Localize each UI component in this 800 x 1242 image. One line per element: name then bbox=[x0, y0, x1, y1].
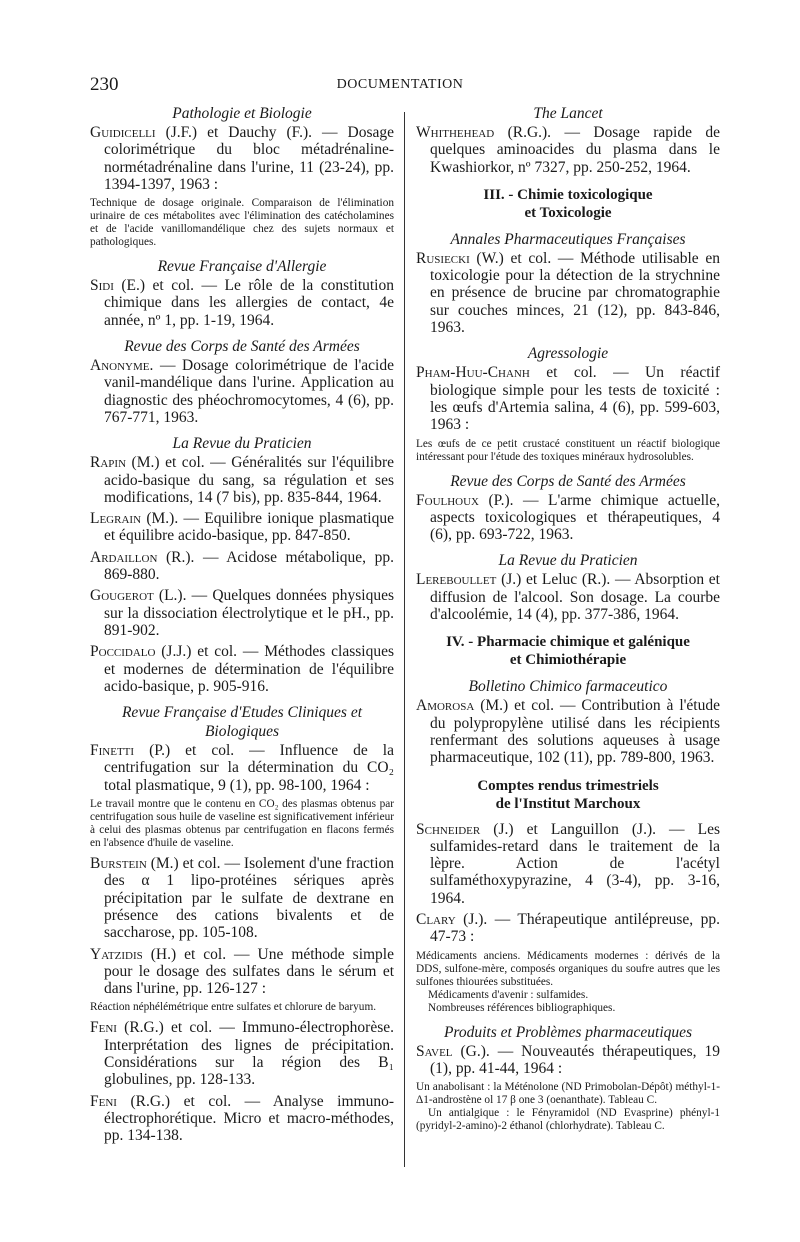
entry-author: Rusiecki bbox=[416, 249, 470, 267]
bibliography-entry bbox=[90, 549, 394, 584]
abstract-line: Médicaments anciens. Médicaments modernes : dérivés de la DDS, sulfone-mère, composés organiques du soufre autres que les sulfones thiourées substituées. bbox=[416, 949, 720, 988]
entry-author: Yatzidis bbox=[90, 945, 143, 963]
entry-author: Poccidalo bbox=[90, 643, 156, 661]
entry-author: Rapin bbox=[90, 454, 127, 472]
bibliography-entry bbox=[90, 357, 394, 426]
journal-heading: Revue Française d'Allergie bbox=[157, 258, 327, 276]
bibliography-entry bbox=[90, 1019, 394, 1088]
abstract-note bbox=[416, 438, 720, 464]
section-heading-line: et Toxicologie bbox=[524, 204, 612, 221]
bibliography-entry bbox=[416, 911, 720, 946]
entry-author: Clary bbox=[416, 911, 456, 929]
entry-citation: (W.) et col. — Méthode utilisable en toxicologie pour la détection de la strychnine en présence de brucine par chromatographie sur couches minces, 21 (12), pp. 843-846, 1963. bbox=[430, 249, 720, 337]
entry-citation: (M.) et col. — Isolement d'une fraction des α 1 lipo-protéines sériques après précipitation par le sulfate de dextrane en présence des cations bivalents et de saccharose, pp. 105-108. bbox=[104, 855, 394, 942]
entry-author: Legrain bbox=[90, 510, 142, 528]
bibliography-entry bbox=[416, 250, 720, 336]
bibliography-entry bbox=[416, 124, 720, 176]
entry-citation: (J.). — Thérapeutique antilépreuse, pp. 47-73 : bbox=[430, 911, 720, 946]
bibliography-entry bbox=[90, 587, 394, 639]
entry-author: Guidicelli bbox=[90, 124, 156, 141]
entry-citation: (P.). — L'arme chimique actuelle, aspects toxicologiques et thérapeutiques, 4 (6), pp. 693-722, 1963. bbox=[430, 491, 720, 544]
journal-heading: Agressologie bbox=[527, 345, 609, 363]
bibliography-entry bbox=[90, 946, 394, 998]
bibliography-entry bbox=[90, 1093, 394, 1145]
entry-citation: (R.G.). — Dosage rapide de quelques aminoacides du plasma dans le Kwashiorkor, nº 7327, pp. 250-252, 1964. bbox=[430, 124, 720, 176]
entry-citation: (R.G.) et col. — Immuno-électrophorèse. Interprétation des lignes de précipitation. Considérations sur la région des B₁ globulines, pp. 128-133. bbox=[104, 1019, 394, 1089]
running-head: DOCUMENTATION bbox=[336, 77, 464, 92]
entry-citation: (J.) et Leluc (R.). — Absorption et diffusion de l'alcool. Son dosage. La courbe d'alcoolémie, 14 (4), pp. 377-386, 1964. bbox=[430, 571, 720, 624]
bibliography-entry bbox=[416, 1043, 720, 1078]
abstract-line: Nombreuses références bibliographiques. bbox=[428, 1001, 616, 1014]
entry-citation: (L.). — Quelques données physiques sur la dissociation électrolytique et le pH., pp. 891-902. bbox=[104, 587, 394, 639]
journal-heading: Annales Pharmaceutiques Françaises bbox=[450, 230, 686, 248]
entry-author: Schneider bbox=[416, 820, 481, 838]
entry-author: Anonyme bbox=[90, 357, 150, 375]
entry-author: Foulhoux bbox=[416, 491, 480, 509]
entry-author: Finetti bbox=[90, 742, 135, 760]
entry-author: Whithehead bbox=[416, 124, 495, 141]
section-heading-line: et Chimiothérapie bbox=[509, 652, 627, 669]
entry-citation: (E.) et col. — Le rôle de la constitution chimique dans les allergies de contact, 4e année, nº 1, pp. 1-19, 1964. bbox=[104, 277, 394, 329]
abstract-note bbox=[90, 798, 394, 850]
entry-citation: et col. — Un réactif biologique simple pour les tests de toxicité : les œufs d'Artemia salina, 4 (6), pp. 599-603, 1963 : bbox=[430, 364, 720, 434]
section-heading bbox=[416, 186, 720, 222]
entry-citation: (J.F.) et Dauchy (F.). — Dosage colorimétrique du bloc métadrénaline-normétadrénaline dans l'urine, 11 (23-24), pp. 1394-1397, 1963 : bbox=[104, 124, 394, 193]
section-heading bbox=[416, 633, 720, 669]
entry-citation: (H.) et col. — Une méthode simple pour le dosage des sulfates dans le sérum et dans l'urine, pp. 126-127 : bbox=[104, 945, 394, 998]
journal-heading: Revue des Corps de Santé des Armées bbox=[124, 338, 360, 356]
journal-heading: Revue des Corps de Santé des Armées bbox=[450, 472, 686, 490]
entry-citation: (J.) et Languillon (J.). — Les sulfamides-retard dans le traitement de la lèpre. Action de l'acétyl sulfaméthoxypyrazine, 4 (3-4), pp. 3-16, 1964. bbox=[430, 820, 720, 907]
abstract-line: Technique de dosage originale. Comparaison de l'élimination urinaire de ces métabolites avec l'élimination des catécholamines et de l'acide vanillomandélique chez des sujets normaux et pathologiques. bbox=[90, 197, 394, 249]
entry-author: Feni bbox=[90, 1092, 117, 1110]
abstract-line: Un anabolisant : la Méténolone (ND Primobolan-Dépôt) méthyl-1-Δ1-androstène ol 17 β one 3 (oenanthate). Tableau C. bbox=[416, 1081, 720, 1107]
entry-author: Savel bbox=[416, 1042, 453, 1060]
section-heading-line: III. - Chimie toxicologique bbox=[483, 186, 653, 203]
abstract-line: Un antialgique : le Fényramidol (ND Evasprine) phényl-1 (pyridyl-2-amino)-2 éthanol (chlorhydrate). Tableau C. bbox=[416, 1107, 720, 1133]
entry-citation: . — Dosage colorimétrique de l'acide vanil-mandélique dans l'urine. Application au diagnostic des phéochromocytomes, 4 (6), pp. 767-771, 1963. bbox=[104, 357, 394, 426]
bibliography-entry bbox=[90, 855, 394, 941]
entry-citation: (M.). — Equilibre ionique plasmatique et équilibre acido-basique, pp. 847-850. bbox=[104, 510, 394, 545]
abstract-note bbox=[416, 950, 720, 1015]
bibliography-entry bbox=[90, 510, 394, 545]
entry-author: Sidi bbox=[90, 277, 114, 295]
entry-citation: (R.). — Acidose métabolique, pp. 869-880. bbox=[104, 548, 394, 584]
abstract-note bbox=[416, 1081, 720, 1133]
bibliography-entry bbox=[416, 571, 720, 623]
bibliography-entry bbox=[90, 454, 394, 506]
bibliography-entry bbox=[416, 492, 720, 544]
bibliography-entry bbox=[416, 364, 720, 433]
bibliography-entry bbox=[90, 124, 394, 193]
journal-heading: Pathologie et Biologie bbox=[172, 105, 312, 122]
journal-heading: La Revue du Praticien bbox=[172, 435, 312, 453]
journal-heading: The Lancet bbox=[533, 105, 603, 122]
entry-author: Burstein bbox=[90, 855, 147, 873]
journal-heading: La Revue du Praticien bbox=[498, 552, 638, 570]
abstract-line: Réaction néphélémétrique entre sulfates et chlorure de baryum. bbox=[90, 1001, 377, 1014]
entry-author: Feni bbox=[90, 1019, 117, 1037]
abstract-note bbox=[90, 197, 394, 249]
entry-author: Ardaillon bbox=[90, 548, 158, 566]
abstract-line: Le travail montre que le contenu en CO₂ des plasmas obtenus par centrifugation sous huile de vaseline est significativement inférieur à celui des plasmas obtenus par centrifugation en flacons fermés en l'absence d'huile de vaseline. bbox=[90, 798, 394, 850]
journal-heading: Revue Française d'Etudes Cliniques et Biologiques bbox=[121, 704, 363, 741]
journal-heading: Produits et Problèmes pharmaceutiques bbox=[443, 1023, 693, 1041]
bibliography-entry bbox=[90, 742, 394, 794]
abstract-line: Les œufs de ce petit crustacé constituent un réactif biologique intéressant pour l'étude des toxiques minéraux hydrosolubles. bbox=[416, 437, 720, 463]
left-column bbox=[90, 104, 394, 1148]
entry-author: Gougerot bbox=[90, 587, 154, 605]
entry-citation: (R.G.) et col. — Analyse immuno-électrophorétique. Micro et macro-méthodes, pp. 134-138. bbox=[104, 1092, 394, 1145]
entry-citation: (G.). — Nouveautés thérapeutiques, 19 (1), pp. 41-44, 1964 : bbox=[430, 1042, 720, 1077]
bibliography-entry bbox=[416, 697, 720, 766]
journal-heading: Bolletino Chimico farmaceutico bbox=[468, 678, 668, 696]
bibliography-entry bbox=[416, 821, 720, 907]
section-heading bbox=[416, 777, 720, 813]
abstract-note bbox=[90, 1001, 394, 1014]
entry-author: Amorosa bbox=[416, 697, 475, 715]
section-heading-line: de l'Institut Marchoux bbox=[495, 795, 641, 812]
bibliography-entry bbox=[90, 277, 394, 329]
entry-citation: (M.) et col. — Généralités sur l'équilibre acido-basique du sang, sa régulation et ses modifications, 14 (7 bis), pp. 835-844, 1964. bbox=[104, 454, 394, 506]
section-heading-line: IV. - Pharmacie chimique et galénique bbox=[446, 634, 690, 651]
abstract-line: Médicaments d'avenir : sulfamides. bbox=[428, 988, 589, 1001]
page-number: 230 bbox=[90, 74, 119, 95]
bibliography-entry bbox=[90, 643, 394, 695]
entry-author: Pham-Huu-Chanh bbox=[416, 364, 530, 382]
entry-author: Lereboullet bbox=[416, 571, 497, 589]
section-heading-line: Comptes rendus trimestriels bbox=[477, 777, 659, 794]
entry-citation: (P.) et col. — Influence de la centrifugation sur la détermination du CO₂ total plasmatique, 9 (1), pp. 98-100, 1964 : bbox=[104, 742, 394, 794]
entry-citation: (J.J.) et col. — Méthodes classiques et modernes de détermination de l'équilibre acido-basique, p. 905-916. bbox=[104, 643, 394, 695]
column-divider bbox=[404, 112, 405, 1167]
entry-citation: (M.) et col. — Contribution à l'étude du polypropylène utilisé dans les récipients renfermant des solutions aqueuses à usage pharmaceutique, 102 (11), pp. 789-800, 1963. bbox=[430, 697, 720, 767]
right-column bbox=[416, 104, 720, 1138]
